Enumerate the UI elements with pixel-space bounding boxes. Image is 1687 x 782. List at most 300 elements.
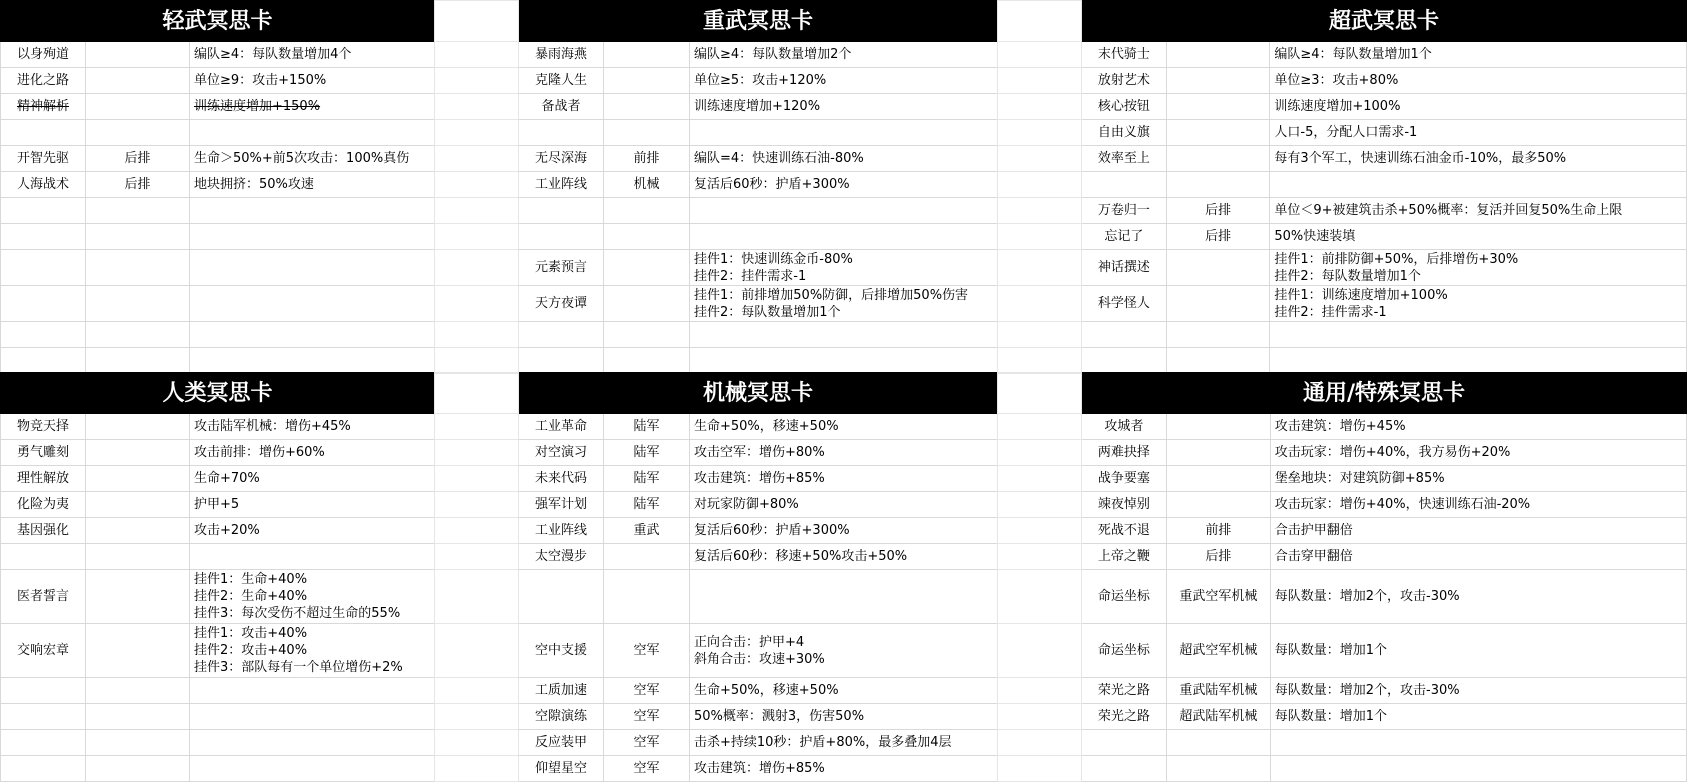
card-name-cell[interactable]: 忘记了 bbox=[1082, 224, 1167, 250]
card-effect-cell[interactable] bbox=[690, 518, 998, 544]
card-name-cell[interactable]: 放射艺术 bbox=[1082, 68, 1167, 94]
card-effect-cell[interactable] bbox=[190, 518, 435, 544]
card-name-cell[interactable] bbox=[519, 198, 604, 224]
card-position-cell[interactable]: 空军 bbox=[604, 678, 690, 704]
empty-cell[interactable] bbox=[998, 756, 1082, 782]
card-position-cell[interactable]: 重武陆军机械 bbox=[1166, 678, 1270, 704]
card-position-cell[interactable] bbox=[1166, 68, 1270, 94]
card-position-cell[interactable] bbox=[604, 570, 690, 624]
table-row bbox=[1082, 42, 1687, 68]
card-effect-cell[interactable] bbox=[190, 704, 435, 730]
card-name-cell[interactable]: 万卷归一 bbox=[1082, 198, 1167, 224]
table-row bbox=[1, 68, 435, 94]
card-effect-cell[interactable] bbox=[690, 624, 998, 678]
card-position-cell[interactable]: 重武 bbox=[604, 518, 690, 544]
card-effect-cell[interactable] bbox=[690, 94, 998, 120]
card-name-cell[interactable]: 核心按钮 bbox=[1082, 94, 1167, 120]
empty-cell[interactable] bbox=[435, 624, 519, 678]
card-position-cell[interactable]: 空军 bbox=[604, 730, 690, 756]
table-row bbox=[519, 146, 998, 172]
card-name-cell[interactable]: 理性解放 bbox=[1, 466, 86, 492]
card-effect-cell[interactable] bbox=[190, 756, 435, 782]
empty-cell[interactable] bbox=[998, 544, 1082, 570]
card-position-cell[interactable] bbox=[604, 348, 690, 374]
card-position-cell[interactable] bbox=[1166, 120, 1270, 146]
table-row bbox=[519, 42, 998, 68]
card-position-cell[interactable] bbox=[86, 414, 190, 440]
card-position-cell[interactable]: 陆军 bbox=[604, 440, 690, 466]
card-position-cell[interactable] bbox=[1166, 348, 1270, 374]
empty-cell[interactable] bbox=[998, 373, 1082, 414]
card-position-cell[interactable] bbox=[86, 42, 190, 68]
card-name-cell[interactable] bbox=[1, 730, 86, 756]
card-name-cell[interactable]: 工质加速 bbox=[519, 678, 604, 704]
card-position-cell[interactable]: 后排 bbox=[86, 172, 190, 198]
card-name-cell[interactable] bbox=[1, 544, 86, 570]
card-section-1 bbox=[518, 0, 998, 374]
effect-line: 生命+50%，移速+50% bbox=[694, 683, 839, 698]
card-name-cell[interactable]: 反应装甲 bbox=[519, 730, 604, 756]
empty-cell[interactable] bbox=[998, 624, 1082, 678]
empty-cell[interactable] bbox=[998, 42, 1082, 68]
empty-cell[interactable] bbox=[998, 518, 1082, 544]
card-name-cell[interactable]: 进化之路 bbox=[1, 68, 86, 94]
card-name-cell[interactable] bbox=[1, 678, 86, 704]
effect-line: 复活后60秒：移速+50%攻击+50% bbox=[694, 549, 908, 564]
card-position-cell[interactable] bbox=[604, 198, 690, 224]
card-effect-cell[interactable] bbox=[690, 544, 998, 570]
card-position-cell[interactable]: 陆军 bbox=[604, 492, 690, 518]
card-position-cell[interactable]: 后排 bbox=[86, 146, 190, 172]
card-effect-cell[interactable] bbox=[1270, 518, 1686, 544]
card-name-cell[interactable]: 备战者 bbox=[519, 94, 604, 120]
card-effect-cell[interactable] bbox=[190, 570, 435, 624]
card-position-cell[interactable] bbox=[86, 322, 190, 348]
card-position-cell[interactable]: 后排 bbox=[1166, 198, 1270, 224]
card-effect-cell[interactable] bbox=[1270, 730, 1686, 756]
card-name-cell[interactable] bbox=[1082, 322, 1167, 348]
card-effect-cell[interactable] bbox=[1270, 224, 1687, 250]
empty-cell[interactable] bbox=[435, 1, 519, 42]
card-position-cell[interactable]: 机械 bbox=[604, 172, 690, 198]
card-name-cell[interactable] bbox=[1, 704, 86, 730]
card-position-cell[interactable] bbox=[86, 678, 190, 704]
card-effect-cell[interactable] bbox=[1270, 94, 1687, 120]
empty-cell[interactable] bbox=[998, 704, 1082, 730]
section-title[interactable]: 超武冥思卡 bbox=[1082, 1, 1687, 42]
card-effect-cell[interactable] bbox=[690, 322, 998, 348]
card-effect-cell[interactable] bbox=[1270, 286, 1687, 322]
card-position-cell[interactable] bbox=[86, 466, 190, 492]
card-effect-cell[interactable] bbox=[690, 570, 998, 624]
card-name-cell[interactable]: 工业阵线 bbox=[519, 518, 604, 544]
section-title[interactable]: 通用/特殊冥思卡 bbox=[1082, 373, 1687, 414]
card-effect-cell[interactable] bbox=[690, 492, 998, 518]
card-name-cell[interactable]: 荣光之路 bbox=[1082, 704, 1167, 730]
card-name-cell[interactable]: 开智先驱 bbox=[1, 146, 86, 172]
card-name-cell[interactable]: 元素预言 bbox=[519, 250, 604, 286]
card-name-cell[interactable] bbox=[1, 286, 86, 322]
empty-cell[interactable] bbox=[435, 570, 519, 624]
empty-cell[interactable] bbox=[998, 730, 1082, 756]
empty-cell[interactable] bbox=[998, 94, 1082, 120]
effect-line: 挂件1：生命+40% bbox=[194, 572, 308, 587]
card-name-cell[interactable]: 对空演习 bbox=[519, 440, 604, 466]
empty-cell[interactable] bbox=[998, 224, 1082, 250]
card-position-cell[interactable] bbox=[86, 198, 190, 224]
empty-cell[interactable] bbox=[435, 756, 519, 782]
card-effect-cell[interactable] bbox=[190, 322, 435, 348]
empty-cell[interactable] bbox=[435, 518, 519, 544]
card-effect-cell[interactable] bbox=[1270, 466, 1686, 492]
card-position-cell[interactable] bbox=[604, 544, 690, 570]
card-name-cell[interactable]: 医者誓言 bbox=[1, 570, 86, 624]
card-name-cell[interactable]: 死战不退 bbox=[1082, 518, 1167, 544]
card-position-cell[interactable] bbox=[604, 224, 690, 250]
card-effect-cell[interactable] bbox=[690, 172, 998, 198]
card-effect-cell[interactable] bbox=[690, 414, 998, 440]
card-effect-cell[interactable] bbox=[1270, 704, 1686, 730]
card-position-cell[interactable] bbox=[86, 348, 190, 374]
card-position-cell[interactable]: 陆军 bbox=[604, 466, 690, 492]
empty-cell[interactable] bbox=[998, 414, 1082, 440]
card-position-cell[interactable] bbox=[604, 68, 690, 94]
card-effect-cell[interactable] bbox=[690, 224, 998, 250]
card-position-cell[interactable] bbox=[1166, 414, 1270, 440]
card-name-cell[interactable]: 仰望星空 bbox=[519, 756, 604, 782]
section-title[interactable]: 机械冥思卡 bbox=[519, 373, 998, 414]
effect-line: 正向合击：护甲+4 bbox=[694, 634, 805, 650]
card-name-cell[interactable]: 克隆人生 bbox=[519, 68, 604, 94]
card-name-cell[interactable]: 工业阵线 bbox=[519, 172, 604, 198]
empty-cell[interactable] bbox=[435, 704, 519, 730]
card-effect-cell[interactable] bbox=[690, 120, 998, 146]
card-effect-cell[interactable] bbox=[190, 466, 435, 492]
empty-cell[interactable] bbox=[435, 492, 519, 518]
card-position-cell[interactable] bbox=[86, 492, 190, 518]
effect-line: 复活后60秒：护盾+300% bbox=[694, 177, 850, 192]
section-title[interactable]: 人类冥思卡 bbox=[1, 373, 435, 414]
card-name-cell[interactable]: 空隙演练 bbox=[519, 704, 604, 730]
card-effect-cell[interactable] bbox=[690, 466, 998, 492]
card-effect-cell[interactable] bbox=[1270, 250, 1687, 286]
card-effect-cell[interactable] bbox=[1270, 570, 1686, 624]
card-name-cell[interactable] bbox=[1, 120, 86, 146]
card-position-cell[interactable] bbox=[86, 730, 190, 756]
empty-cell[interactable] bbox=[998, 466, 1082, 492]
card-position-cell[interactable]: 空军 bbox=[604, 704, 690, 730]
card-effect-cell[interactable] bbox=[190, 224, 435, 250]
card-name-cell[interactable]: 科学怪人 bbox=[1082, 286, 1167, 322]
empty-cell[interactable] bbox=[435, 224, 519, 250]
card-name-cell[interactable]: 效率至上 bbox=[1082, 146, 1167, 172]
effect-line: 击杀+持续10秒：护盾+80%，最多叠加4层 bbox=[694, 735, 952, 750]
card-position-cell[interactable]: 空军 bbox=[604, 624, 690, 678]
card-name-cell[interactable] bbox=[1, 250, 86, 286]
card-effect-cell[interactable] bbox=[190, 172, 435, 198]
empty-cell[interactable] bbox=[998, 570, 1082, 624]
card-effect-cell[interactable] bbox=[1270, 198, 1687, 224]
card-name-cell[interactable]: 两难抉择 bbox=[1082, 440, 1167, 466]
card-position-cell[interactable] bbox=[86, 544, 190, 570]
card-position-cell[interactable] bbox=[604, 120, 690, 146]
card-name-cell[interactable]: 荣光之路 bbox=[1082, 678, 1167, 704]
card-effect-cell[interactable] bbox=[690, 440, 998, 466]
section-title[interactable]: 重武冥思卡 bbox=[519, 1, 998, 42]
table-row bbox=[1, 756, 435, 782]
card-effect-cell[interactable] bbox=[690, 704, 998, 730]
card-position-cell[interactable] bbox=[1166, 250, 1270, 286]
card-name-cell[interactable] bbox=[519, 348, 604, 374]
empty-cell[interactable] bbox=[435, 373, 519, 414]
card-name-cell[interactable]: 无尽深海 bbox=[519, 146, 604, 172]
empty-cell[interactable] bbox=[435, 250, 519, 286]
card-effect-cell[interactable] bbox=[190, 68, 435, 94]
card-effect-cell[interactable] bbox=[190, 146, 435, 172]
card-position-cell[interactable]: 超武空军机械 bbox=[1166, 624, 1270, 678]
card-effect-cell[interactable] bbox=[190, 286, 435, 322]
card-position-cell[interactable] bbox=[86, 94, 190, 120]
card-name-cell[interactable]: 以身殉道 bbox=[1, 42, 86, 68]
card-effect-cell[interactable] bbox=[690, 146, 998, 172]
card-name-cell[interactable]: 天方夜谭 bbox=[519, 286, 604, 322]
card-name-cell[interactable] bbox=[1082, 756, 1167, 782]
card-name-cell[interactable]: 基因强化 bbox=[1, 518, 86, 544]
card-position-cell[interactable] bbox=[1166, 322, 1270, 348]
card-position-cell[interactable] bbox=[1166, 42, 1270, 68]
card-name-cell[interactable] bbox=[1, 756, 86, 782]
empty-cell[interactable] bbox=[435, 730, 519, 756]
card-position-cell[interactable] bbox=[86, 440, 190, 466]
card-effect-cell[interactable] bbox=[190, 492, 435, 518]
card-name-cell[interactable]: 命运坐标 bbox=[1082, 624, 1167, 678]
card-name-cell[interactable] bbox=[519, 570, 604, 624]
card-name-cell[interactable] bbox=[1082, 730, 1167, 756]
card-effect-cell[interactable] bbox=[1270, 440, 1686, 466]
card-position-cell[interactable] bbox=[604, 322, 690, 348]
empty-cell[interactable] bbox=[435, 198, 519, 224]
card-position-cell[interactable]: 重武空军机械 bbox=[1166, 570, 1270, 624]
empty-cell[interactable] bbox=[435, 94, 519, 120]
card-name-cell[interactable]: 勇气雕刻 bbox=[1, 440, 86, 466]
card-name-cell[interactable]: 攻城者 bbox=[1082, 414, 1167, 440]
table-row bbox=[1, 466, 435, 492]
card-name-cell[interactable]: 上帝之鞭 bbox=[1082, 544, 1167, 570]
card-position-cell[interactable] bbox=[86, 518, 190, 544]
table-row bbox=[1082, 704, 1687, 730]
empty-cell[interactable] bbox=[435, 120, 519, 146]
card-effect-cell[interactable] bbox=[1270, 348, 1687, 374]
card-position-cell[interactable] bbox=[1166, 466, 1270, 492]
card-position-cell[interactable] bbox=[86, 250, 190, 286]
empty-cell[interactable] bbox=[435, 678, 519, 704]
card-position-cell[interactable] bbox=[86, 286, 190, 322]
card-effect-cell[interactable] bbox=[1270, 414, 1686, 440]
empty-cell[interactable] bbox=[998, 440, 1082, 466]
card-name-cell[interactable] bbox=[519, 120, 604, 146]
card-position-cell[interactable] bbox=[604, 286, 690, 322]
card-name-cell[interactable] bbox=[519, 224, 604, 250]
card-effect-cell[interactable] bbox=[1270, 678, 1686, 704]
card-name-cell[interactable] bbox=[1082, 348, 1167, 374]
card-effect-cell[interactable] bbox=[690, 348, 998, 374]
empty-cell[interactable] bbox=[998, 286, 1082, 322]
table-row bbox=[519, 440, 998, 466]
card-name-cell[interactable] bbox=[1, 322, 86, 348]
card-position-cell[interactable] bbox=[86, 756, 190, 782]
empty-cell[interactable] bbox=[435, 42, 519, 68]
card-name-cell[interactable] bbox=[1, 198, 86, 224]
card-name-cell[interactable] bbox=[1082, 172, 1167, 198]
effect-line: 复活后60秒：护盾+300% bbox=[694, 523, 850, 538]
table-row bbox=[519, 544, 998, 570]
card-effect-cell[interactable] bbox=[690, 730, 998, 756]
empty-cell[interactable] bbox=[998, 322, 1082, 348]
card-position-cell[interactable] bbox=[86, 120, 190, 146]
card-effect-cell[interactable] bbox=[1270, 146, 1687, 172]
card-effect-cell[interactable] bbox=[190, 348, 435, 374]
card-name-cell[interactable]: 命运坐标 bbox=[1082, 570, 1167, 624]
card-name-cell[interactable] bbox=[1, 348, 86, 374]
empty-cell[interactable] bbox=[435, 146, 519, 172]
card-section-0 bbox=[0, 0, 435, 374]
card-name-cell[interactable]: 物竞天择 bbox=[1, 414, 86, 440]
card-name-cell[interactable]: 战争要塞 bbox=[1082, 466, 1167, 492]
empty-cell[interactable] bbox=[998, 68, 1082, 94]
table-row bbox=[1082, 544, 1687, 570]
card-effect-cell[interactable] bbox=[1270, 42, 1687, 68]
card-name-cell[interactable] bbox=[519, 322, 604, 348]
card-effect-cell[interactable] bbox=[690, 756, 998, 782]
card-name-cell[interactable]: 自由义旗 bbox=[1082, 120, 1167, 146]
effect-line: 攻击陆军机械：增伤+45% bbox=[194, 419, 351, 434]
card-effect-cell[interactable] bbox=[1270, 172, 1687, 198]
card-effect-cell[interactable] bbox=[190, 414, 435, 440]
card-position-cell[interactable] bbox=[1166, 492, 1270, 518]
card-effect-cell[interactable] bbox=[1270, 492, 1686, 518]
card-position-cell[interactable] bbox=[86, 68, 190, 94]
empty-cell[interactable] bbox=[998, 146, 1082, 172]
card-effect-cell[interactable] bbox=[1270, 322, 1687, 348]
card-position-cell[interactable] bbox=[1166, 286, 1270, 322]
card-position-cell[interactable] bbox=[1166, 146, 1270, 172]
card-position-cell[interactable] bbox=[604, 250, 690, 286]
empty-cell[interactable] bbox=[435, 322, 519, 348]
card-position-cell[interactable]: 空军 bbox=[604, 756, 690, 782]
empty-cell[interactable] bbox=[435, 348, 519, 374]
empty-cell[interactable] bbox=[435, 68, 519, 94]
empty-cell[interactable] bbox=[998, 1, 1082, 42]
card-name-cell[interactable]: 太空漫步 bbox=[519, 544, 604, 570]
card-position-cell[interactable] bbox=[86, 224, 190, 250]
card-effect-cell[interactable] bbox=[1270, 624, 1686, 678]
card-name-cell[interactable]: 化险为夷 bbox=[1, 492, 86, 518]
empty-cell[interactable] bbox=[435, 544, 519, 570]
card-effect-cell[interactable] bbox=[690, 678, 998, 704]
card-name-cell[interactable]: 末代骑士 bbox=[1082, 42, 1167, 68]
empty-cell[interactable] bbox=[435, 466, 519, 492]
card-position-cell[interactable] bbox=[604, 94, 690, 120]
card-position-cell[interactable]: 后排 bbox=[1166, 544, 1270, 570]
empty-cell[interactable] bbox=[998, 678, 1082, 704]
card-name-cell[interactable]: 空中支援 bbox=[519, 624, 604, 678]
section-title[interactable]: 轻武冥思卡 bbox=[1, 1, 435, 42]
card-effect-cell[interactable] bbox=[1270, 544, 1686, 570]
card-position-cell[interactable] bbox=[86, 624, 190, 678]
card-effect-cell[interactable] bbox=[1270, 120, 1687, 146]
card-effect-cell[interactable] bbox=[190, 198, 435, 224]
card-position-cell[interactable] bbox=[1166, 94, 1270, 120]
card-effect-cell[interactable] bbox=[1270, 756, 1686, 782]
empty-cell[interactable] bbox=[998, 172, 1082, 198]
card-effect-cell[interactable] bbox=[190, 42, 435, 68]
card-position-cell[interactable]: 前排 bbox=[604, 146, 690, 172]
card-position-cell[interactable] bbox=[1166, 440, 1270, 466]
card-effect-cell[interactable] bbox=[190, 120, 435, 146]
card-name-cell[interactable]: 交响宏章 bbox=[1, 624, 86, 678]
effect-line: 斜角合击：攻速+30% bbox=[694, 651, 825, 667]
card-effect-cell[interactable] bbox=[690, 250, 998, 286]
card-name-cell[interactable]: 精神解析 bbox=[1, 94, 86, 120]
card-effect-cell[interactable] bbox=[1270, 68, 1687, 94]
effect-line: 每队数量：增加1个 bbox=[1274, 643, 1388, 658]
empty-cell[interactable] bbox=[435, 172, 519, 198]
card-effect-cell[interactable] bbox=[690, 68, 998, 94]
card-position-cell[interactable] bbox=[86, 570, 190, 624]
empty-cell[interactable] bbox=[998, 250, 1082, 286]
card-name-cell[interactable]: 神话撰述 bbox=[1082, 250, 1167, 286]
empty-cell[interactable] bbox=[998, 348, 1082, 374]
card-name-cell[interactable]: 强军计划 bbox=[519, 492, 604, 518]
card-effect-cell[interactable] bbox=[190, 544, 435, 570]
card-position-cell[interactable]: 陆军 bbox=[604, 414, 690, 440]
card-position-cell[interactable] bbox=[1166, 756, 1270, 782]
card-name-cell[interactable]: 工业革命 bbox=[519, 414, 604, 440]
table-row bbox=[1, 250, 435, 286]
empty-cell[interactable] bbox=[998, 120, 1082, 146]
card-effect-cell[interactable] bbox=[190, 94, 435, 120]
empty-cell[interactable] bbox=[435, 414, 519, 440]
card-position-cell[interactable] bbox=[1166, 730, 1270, 756]
card-name-cell[interactable] bbox=[1, 224, 86, 250]
empty-cell[interactable] bbox=[998, 198, 1082, 224]
card-effect-cell[interactable] bbox=[190, 624, 435, 678]
card-effect-cell[interactable] bbox=[190, 440, 435, 466]
card-name-cell[interactable]: 竦夜悼别 bbox=[1082, 492, 1167, 518]
card-effect-cell[interactable] bbox=[190, 250, 435, 286]
card-position-cell[interactable] bbox=[1166, 172, 1270, 198]
effect-line: 攻击建筑：增伤+85% bbox=[694, 761, 825, 776]
card-name-cell[interactable]: 人海战术 bbox=[1, 172, 86, 198]
table-row bbox=[519, 624, 998, 678]
card-position-cell[interactable]: 超武陆军机械 bbox=[1166, 704, 1270, 730]
card-effect-cell[interactable] bbox=[690, 286, 998, 322]
card-effect-cell[interactable] bbox=[190, 730, 435, 756]
card-name-cell[interactable]: 未来代码 bbox=[519, 466, 604, 492]
card-position-cell[interactable]: 前排 bbox=[1166, 518, 1270, 544]
empty-cell[interactable] bbox=[435, 440, 519, 466]
table-row bbox=[1082, 94, 1687, 120]
card-effect-cell[interactable] bbox=[690, 42, 998, 68]
empty-cell[interactable] bbox=[435, 286, 519, 322]
card-position-cell[interactable] bbox=[604, 42, 690, 68]
card-effect-cell[interactable] bbox=[690, 198, 998, 224]
card-position-cell[interactable]: 后排 bbox=[1166, 224, 1270, 250]
card-position-cell[interactable] bbox=[86, 704, 190, 730]
card-effect-cell[interactable] bbox=[190, 678, 435, 704]
card-name-cell[interactable]: 暴雨海燕 bbox=[519, 42, 604, 68]
empty-cell[interactable] bbox=[998, 492, 1082, 518]
